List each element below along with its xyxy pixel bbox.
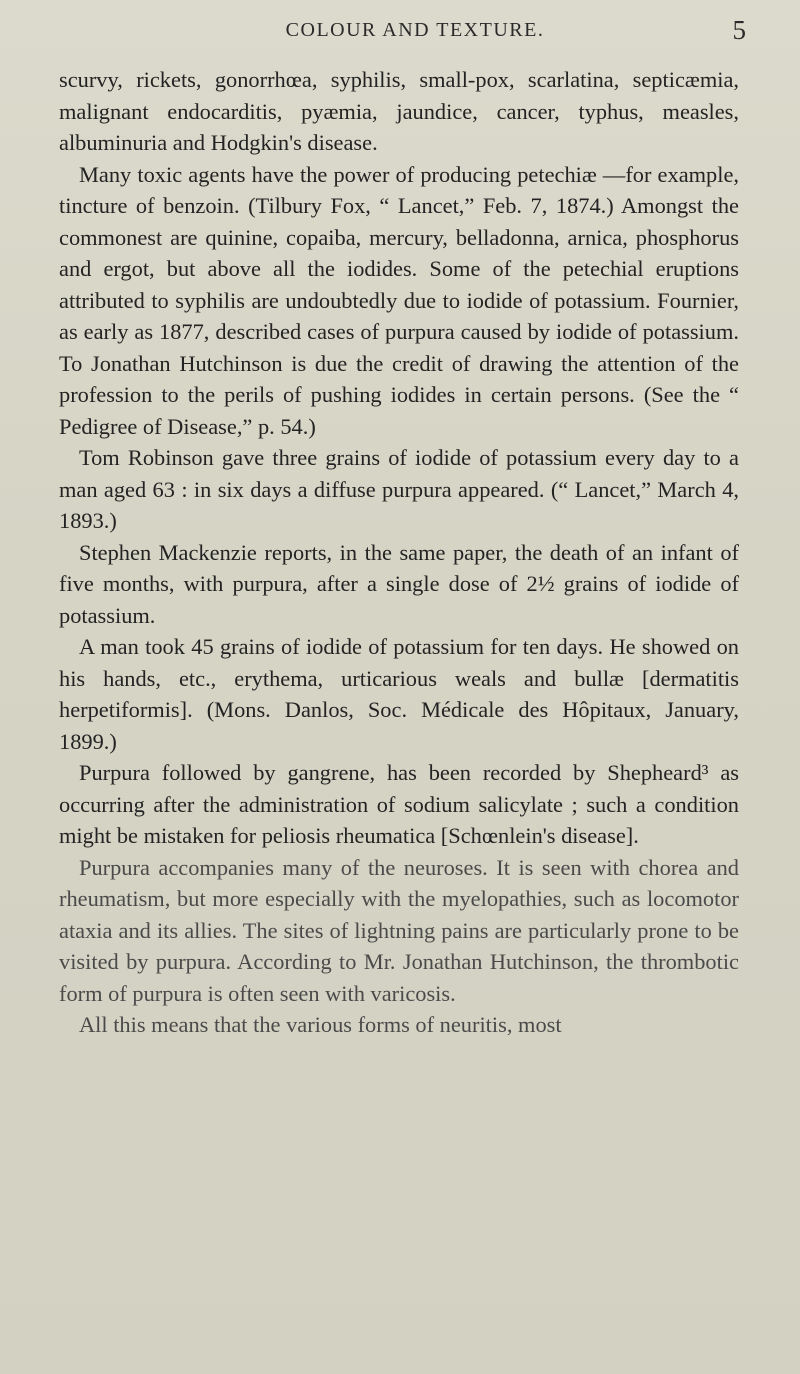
running-head — [0, 15, 800, 49]
paragraph-7: Purpura accompanies many of the neuroses. It is seen with chorea and rheumatism, but more especially with the myelopathies, such as locomotor ataxia and its allies. The sites of lightning pains are particularly prone to be visited by purpura. According to Mr. Jonathan Hutchinson, the thrombotic form of purpura is often seen with varicosis. — [59, 854, 739, 1006]
paragraph-1: scurvy, rickets, gonorrhœa, syphilis, small-pox, scarlatina, septicæmia, malignant endocarditis, pyæmia, jaundice, cancer, typhus, measles, albuminuria and Hodgkin's disease. — [59, 67, 739, 155]
running-head-title: COLOUR AND TEXTURE. — [285, 19, 545, 41]
paragraph-3: Tom Robinson gave three grains of iodide of potassium every day to a man aged 63 : in six days a diffuse purpura appeared. (“ Lancet,” March 4, 1893.) — [59, 445, 739, 533]
paragraph-6: Purpura followed by gangrene, has been recorded by Shepheard³ as occurring after the administration of sodium salicylate ; such a condition might be mistaken for peliosis rheumatica [Schœnlein's disease]. — [59, 760, 739, 848]
paragraph-5: A man took 45 grains of iodide of potassium for ten days. He showed on his hands, etc., erythema, urticarious weals and bullæ [dermatitis herpetiformis]. (Mons. Danlos, Soc. Médicale des Hôpitaux, January, 1899.) — [59, 634, 739, 754]
paragraph-8: All this means that the various forms of neuritis, most — [79, 1012, 562, 1037]
paragraph-4: Stephen Mackenzie reports, in the same paper, the death of an infant of five months, with purpura, after a single dose of 2½ grains of iodide of potassium. — [59, 539, 739, 628]
page-number: 5 — [732, 15, 746, 45]
body-text — [59, 64, 739, 1041]
paragraph-2: Many toxic agents have the power of producing petechiæ —for example, tincture of benzoin. (Tilbury Fox, “ Lancet,” Feb. 7, 1874.) Amongst the commonest are quinine, copaiba, mercury, belladonna, arnica, phosphorus and ergot, but above all the iodides. Some of the petechial eruptions attributed to syphilis are undoubtedly due to iodide of potassium. Fournier, as early as 1877, described cases of purpura caused by iodide of potassium. To Jonathan Hutchinson is due the credit of drawing the attention of the profession to the perils of pushing iodides in certain persons. (See the “ Pedigree of Disease,” p. 54.) — [59, 161, 739, 439]
